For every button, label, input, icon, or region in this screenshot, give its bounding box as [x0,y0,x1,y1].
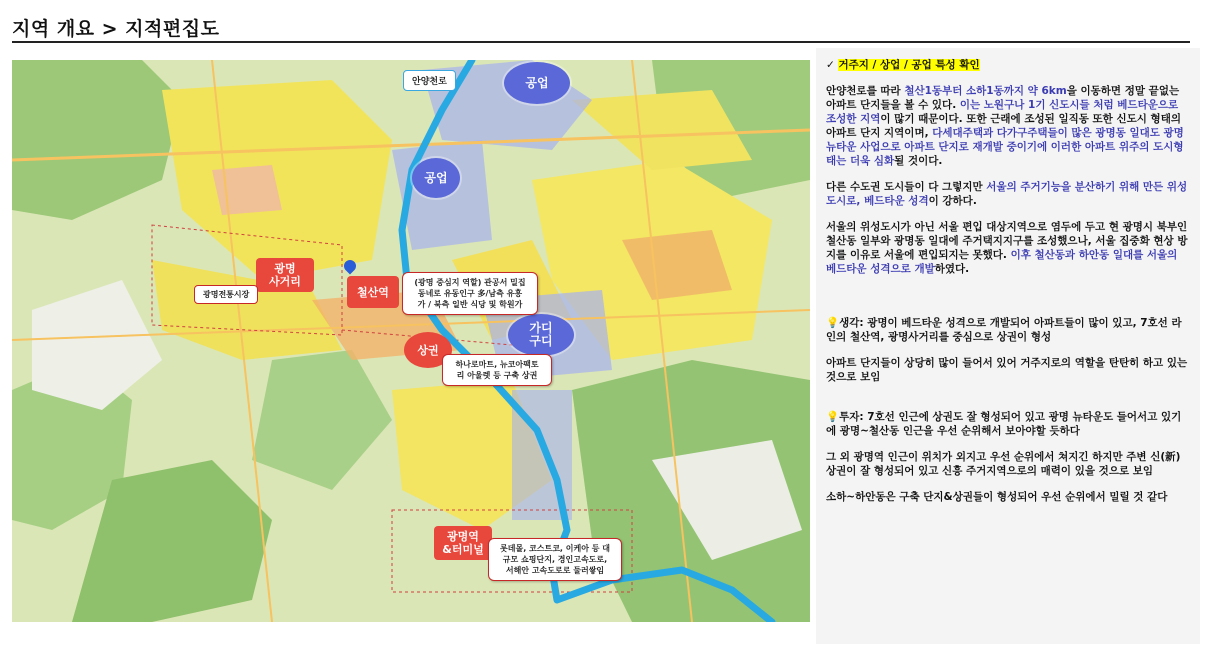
market-label: 광명전통시장 [194,285,258,304]
paragraph-3 [826,220,1190,276]
check-icon: ✓ [826,59,835,71]
hotspot-cheolsan-station: 철산역 [347,276,399,308]
callout-cheolsan: (광명 중심지 역할) 관공서 밀집 동네로 유동인구 多/남측 유흥 가 / 북측 일반 식당 및 학원가 [402,272,538,315]
p2-b: 서울의 주거기능을 분산하기 위해 만든 위성도시로, 베드타운 성격 [826,181,1188,207]
page-title: 지역 개요 > 지적편집도 [12,18,220,40]
callout-commercial: 하나로마트, 뉴코아팩토 리 아울렛 등 구축 상권 [442,354,552,386]
invest-text: 투자: 7호선 인근에 상권도 잘 형성되어 있고 광명 뉴타운도 들어서고 있기에 광명~철산동 인근을 우선 순위해서 보아야할 듯하다 [826,411,1182,437]
invest-note-3: 소하~하안동은 구축 단지&상권들이 형성되어 우선 순위에서 밀릴 것 같다 [826,491,1168,503]
think-note [826,316,1190,344]
spacer [826,396,1190,410]
p1-e: 이 많기 때문이다. 또한 근래에 조성된 일직동 또한 신도시 형태의 아파트 단지 지역이며, [826,113,1181,139]
paragraph-1 [826,84,1190,168]
zone-gadi-gudi: 가디 구디 [508,314,574,356]
p1-b: 철산1동부터 소하1동까지 약 6km [904,85,1067,97]
cadastral-map[interactable] [12,60,810,622]
p1-d: 이는 노원구나 1기 신도시들 처럼 베드타운으로 조성한 지역 [826,99,1179,125]
spacer [826,288,1190,316]
panel-heading [826,58,1190,72]
heading-text: 거주지 / 상업 / 공업 특성 확인 [838,59,980,71]
invest-note-2: 그 외 광명역 인근이 위치가 외지고 우선 순위에서 쳐지긴 하지만 주변 신(新)상권이 잘 형성되어 있고 신흥 주거지역으로의 매력이 있을 것으로 보임 [826,451,1181,477]
lightbulb-icon: 💡 [826,317,840,329]
title-divider [12,41,1190,43]
notes-panel [816,48,1200,644]
p3-b: 이후 철산동과 하안동 일대를 서울의 베드타운 성격으로 개발 [826,249,1178,275]
p3-a: 서울의 위성도시가 아닌 서울 편입 대상지역으로 염두에 두고 현 광명시 북부인 철산동 일부와 광명동 일대에 주거택지지구를 조성했으나, 서울 집중화 현상 방지를 이유로 서울에 편입되지는 못했다. [826,221,1188,261]
p1-a: 안양천로를 따라 [826,85,905,97]
p1-f: 다세대주택과 다가구주택들이 많은 광명동 일대도 광명뉴타운 사업으로 아파트 단지로 재개발 중이기에 이러한 아파트 위주의 도시형태는 더욱 심화 [826,127,1184,167]
paragraph-2 [826,180,1190,208]
p2-a: 다른 수도권 도시들이 다 그렇지만 [826,181,987,193]
p1-g: 될 것이다. [894,155,943,167]
lightbulb-icon: 💡 [826,411,840,423]
hotspot-gwangmyeong-station: 광명역 &터미널 [434,526,492,560]
callout-gwangmyeong-station: 롯데몰, 코스트코, 이케아 등 대 규모 쇼핑단지, 경인고속도로, 서해안 고속도로로 둘러쌓임 [488,538,622,581]
invest-note [826,410,1190,438]
zone-industrial-mid: 공업 [412,158,460,198]
p3-c: 하였다. [934,263,970,275]
hotspot-gwangmyeong-sageori: 광명 사거리 [256,258,314,292]
road-tag-anyangcheon: 안양천로 [403,70,456,91]
p1-c: 을 이동하면 정말 끝없는 아파트 단지들을 볼 수 있다. [826,85,1180,111]
hotspot-commercial: 상권 [404,332,452,368]
think-note-2: 아파트 단지들이 상당히 많이 들어서 있어 거주지로의 역할을 탄탄히 하고 있는 것으로 보임 [826,357,1188,383]
think-text: 생각: 광명이 베드타운 성격으로 개발되어 아파트들이 많이 있고, 7호선 라인의 철산역, 광명사거리를 중심으로 상권이 형성 [826,317,1182,343]
p2-c: 이 강하다. [928,195,977,207]
zone-industrial-north: 공업 [504,62,570,104]
